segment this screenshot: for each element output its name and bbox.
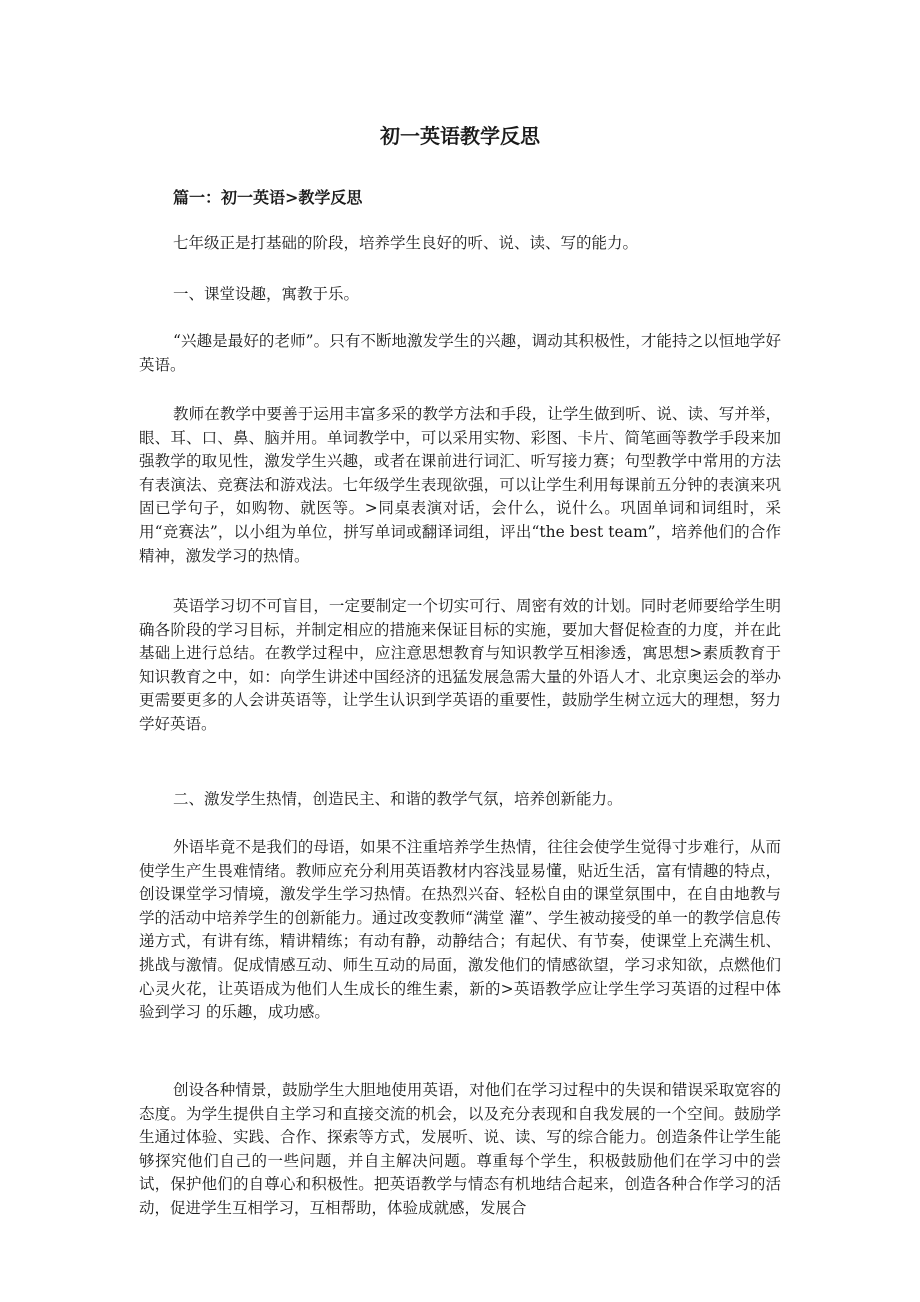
paragraph-methods: 教师在教学中要善于运用丰富多采的教学方法和手段，让学生做到听、说、读、写并举，眼、耳、口、鼻、脑并用。单词教学中，可以采用实物、彩图、卡片、简笔画等教学手段来加强教学的取见性，激发学生兴趣，或者在课前进行词汇、听写接力赛；句型教学中常用的方法有表演法、竞赛法和游戏法。七年级学生表现欲强，可以让学生利用每课前五分钟的表演来巩固已学句子，如购物、就医等。>同桌表演对话，会什么，说什么。巩固单词和词组时，采用“竞赛法”，以小组为单位，拼写单词或翻译词组，评出“the best team”，培养他们的合作精神，激发学习的热情。 (139, 405, 781, 565)
paragraph-intro: 七年级正是打基础的阶段，培养学生良好的听、说、读、写的能力。 (173, 234, 639, 252)
paragraph-point-one: 一、课堂设趣，寓教于乐。 (173, 285, 360, 303)
section-heading: 篇一：初一英语>教学反思 (173, 188, 363, 207)
paragraph-point-two: 二、激发学生热情，创造民主、和谐的教学气氛，培养创新能力。 (173, 790, 623, 808)
document-title: 初一英语教学反思 (380, 124, 540, 148)
paragraph-plan: 英语学习切不可盲目，一定要制定一个切实可行、周密有效的计划。同时老师要给学生明确各阶段的学习目标，并制定相应的措施来保证目标的实施，要加大督促检查的力度，并在此基础上进行总结。在教学过程中，应注意思想教育与知识教学互相渗透，寓思想>素质教育于知识教育之中，如：向学生讲述中国经济的迅猛发展急需大量的外语人才、北京奥运会的举办更需要更多的人会讲英语等，让学生认识到学英语的重要性，鼓励学生树立远大的理想，努力学好英语。 (139, 597, 781, 733)
paragraph-scenarios: 创设各种情景，鼓励学生大胆地使用英语，对他们在学习过程中的失误和错误采取宽容的态度。为学生提供自主学习和直接交流的机会，以及充分表现和自我发展的一个空间。鼓励学生通过体验、实践、合作、探索等方式，发展听、说、读、写的综合能力。创造条件让学生能够探究他们自己的一些问题，并自主解决问题。尊重每个学生，积极鼓励他们在学习中的尝试，保护他们的自尊心和积极性。把英语教学与情态有机地结合起来，创造各种合作学习的活动，促进学生互相学习，互相帮助，体验成就感，发展合 (139, 1081, 781, 1217)
paragraph-enthusiasm: 外语毕竟不是我们的母语，如果不注重培养学生热情，往往会使学生觉得寸步难行，从而使学生产生畏难情绪。教师应充分利用英语教材内容浅显易懂，贴近生活，富有情趣的特点，创设课堂学习情境，激发学生学习热情。在热烈兴奋、轻松自由的课堂氛围中，在自由地教与学的活动中培养学生的创新能力。通过改变教师“满堂 灌”、学生被动接受的单一的教学信息传递方式，有讲有练，精讲精练；有动有静，动静结合；有起伏、有节奏，使课堂上充满生机、挑战与激情。促成情感互动、师生互动的局面，激发他们的情感欲望，学习求知欲，点燃他们心灵火花，让英语成为他们人生成长的维生素，新的>英语教学应让学生学习英语的过程中体验到学习 的乐趣，成功感。 (139, 838, 781, 1022)
paragraph-interest: “兴趣是最好的老师”。只有不断地激发学生的兴趣，调动其积极性，才能持之以恒地学好英语。 (139, 332, 781, 374)
